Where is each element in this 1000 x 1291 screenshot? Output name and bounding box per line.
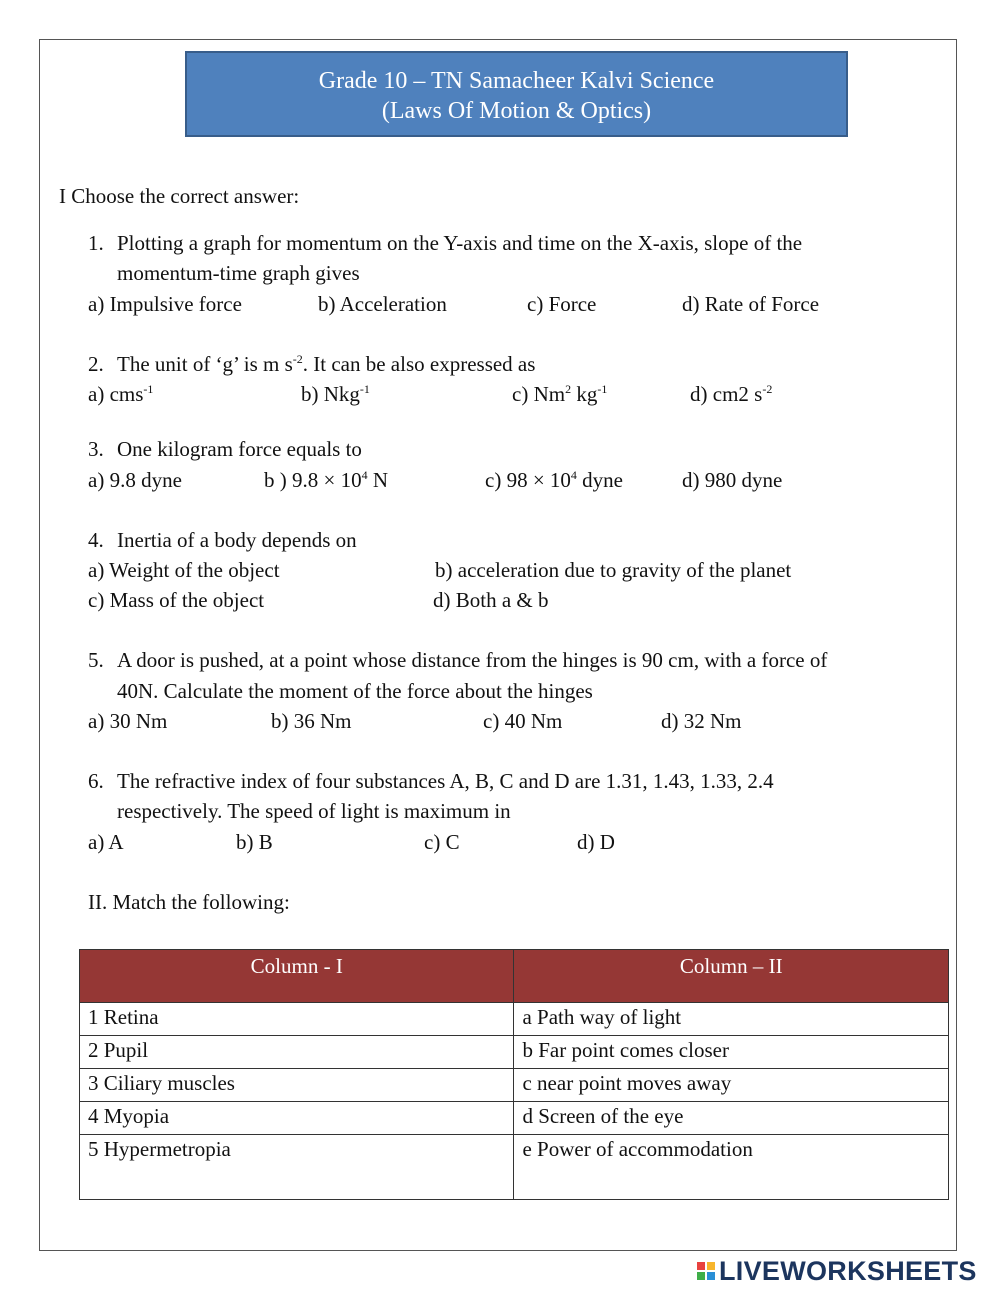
section-1-heading: I Choose the correct answer: bbox=[59, 184, 300, 208]
logo-text: LIVEWORKSHEETS bbox=[719, 1255, 977, 1286]
q6-number: 6. bbox=[88, 769, 104, 793]
q3-option-b[interactable]: b ) $9.8 \times 10^4$ N bbox=[264, 468, 389, 492]
column-2-cell: d Screen of the eye bbox=[514, 1102, 949, 1135]
section-2-heading: II. Match the following: bbox=[88, 890, 290, 914]
q5-option-d[interactable]: d) 32 Nm bbox=[661, 709, 742, 733]
column-1-header: Column - I bbox=[80, 950, 514, 1003]
logo-cube-yellow bbox=[707, 1262, 715, 1270]
title-line-2: (Laws Of Motion & Optics) bbox=[381, 98, 652, 124]
q4-number: 4. bbox=[88, 528, 104, 552]
column-2-cell: a Path way of light bbox=[514, 1003, 949, 1036]
q3-number: 3. bbox=[88, 437, 104, 461]
worksheet-title-box bbox=[185, 51, 848, 137]
q4-text: Inertia of a body depends on bbox=[117, 528, 357, 552]
q1-option-d[interactable]: d) Rate of Force bbox=[682, 292, 820, 316]
q2-option-b[interactable]: b) Nkg$^{-1}$ bbox=[301, 382, 370, 406]
table-row bbox=[80, 1036, 949, 1069]
table-row bbox=[80, 1003, 949, 1036]
q4-option-b[interactable]: b) acceleration due to gravity of the planet bbox=[435, 558, 792, 582]
table-row bbox=[80, 1102, 949, 1135]
q2-option-c[interactable]: c) Nm$^2$ $kg^{-1}$ bbox=[512, 382, 608, 406]
q5-number: 5. bbox=[88, 648, 104, 672]
q3-option-d[interactable]: d) 980 dyne bbox=[682, 468, 783, 492]
logo-cubes-icon bbox=[697, 1262, 715, 1280]
match-table-header-row bbox=[80, 950, 949, 1003]
q6-option-b[interactable]: b) B bbox=[236, 830, 273, 854]
q4-option-c[interactable]: c) Mass of the object bbox=[88, 588, 265, 612]
match-table bbox=[79, 949, 949, 1200]
q1-option-b[interactable]: b) Acceleration bbox=[318, 292, 447, 316]
column-1-cell: 3 Ciliary muscles bbox=[80, 1069, 514, 1102]
column-1-cell: 5 Hypermetropia bbox=[80, 1135, 514, 1200]
q6-option-a[interactable]: a) A bbox=[88, 830, 124, 854]
q1-text-line-2: momentum-time graph gives bbox=[117, 261, 360, 285]
q6-text-line-2: respectively. The speed of light is maximum in bbox=[117, 799, 511, 823]
q1-option-a[interactable]: a) Impulsive force bbox=[88, 292, 242, 316]
q2-text: The unit of ‘g’ is m $s^{-2}$. It can be also expressed as bbox=[117, 352, 536, 376]
q3-option-c[interactable]: c) $98 \times 10^4$ dyne bbox=[485, 468, 623, 492]
q3-text: One kilogram force equals to bbox=[117, 437, 362, 461]
q6-option-c[interactable]: c) C bbox=[424, 830, 460, 854]
column-2-cell: c near point moves away bbox=[514, 1069, 949, 1102]
logo-cube-blue bbox=[707, 1272, 715, 1280]
q1-text-line-1: Plotting a graph for momentum on the Y-axis and time on the X-axis, slope of the bbox=[117, 231, 803, 255]
q2-option-d[interactable]: d) cm2 $s^{-2}$ bbox=[690, 382, 773, 406]
column-2-cell: e Power of accommodation bbox=[514, 1135, 949, 1200]
title-line-1: Grade 10 – TN Samacheer Kalvi Science bbox=[318, 68, 715, 94]
q5-text-line-1: A door is pushed, at a point whose distance from the hinges is 90 cm, with a force of bbox=[117, 648, 828, 672]
logo-cube-red bbox=[697, 1262, 705, 1270]
q5-option-b[interactable]: b) 36 Nm bbox=[271, 709, 352, 733]
table-row bbox=[80, 1069, 949, 1102]
q4-option-a[interactable]: a) Weight of the object bbox=[88, 558, 280, 582]
q5-option-c[interactable]: c) 40 Nm bbox=[483, 709, 563, 733]
q2-option-a[interactable]: a) cms$^{-1}$ bbox=[88, 382, 154, 406]
logo-cube-green bbox=[697, 1272, 705, 1280]
q1-option-c[interactable]: c) Force bbox=[527, 292, 597, 316]
q3-option-a[interactable]: a) 9.8 dyne bbox=[88, 468, 182, 492]
q5-option-a[interactable]: a) 30 Nm bbox=[88, 709, 168, 733]
column-1-cell: 1 Retina bbox=[80, 1003, 514, 1036]
q5-text-line-2: 40N. Calculate the moment of the force about the hinges bbox=[117, 679, 593, 703]
column-1-cell: 4 Myopia bbox=[80, 1102, 514, 1135]
column-2-header: Column – II bbox=[514, 950, 949, 1003]
liveworksheets-logo[interactable] bbox=[697, 1256, 977, 1286]
q2-number: 2. bbox=[88, 352, 104, 376]
column-1-cell: 2 Pupil bbox=[80, 1036, 514, 1069]
column-2-cell: b Far point comes closer bbox=[514, 1036, 949, 1069]
table-row bbox=[80, 1135, 949, 1200]
q4-option-d[interactable]: d) Both a & b bbox=[433, 588, 549, 612]
q6-text-line-1: The refractive index of four substances A, B, C and D are 1.31, 1.43, 1.33, 2.4 bbox=[117, 769, 774, 793]
q1-number: 1. bbox=[88, 231, 104, 255]
q6-option-d[interactable]: d) D bbox=[577, 830, 615, 854]
